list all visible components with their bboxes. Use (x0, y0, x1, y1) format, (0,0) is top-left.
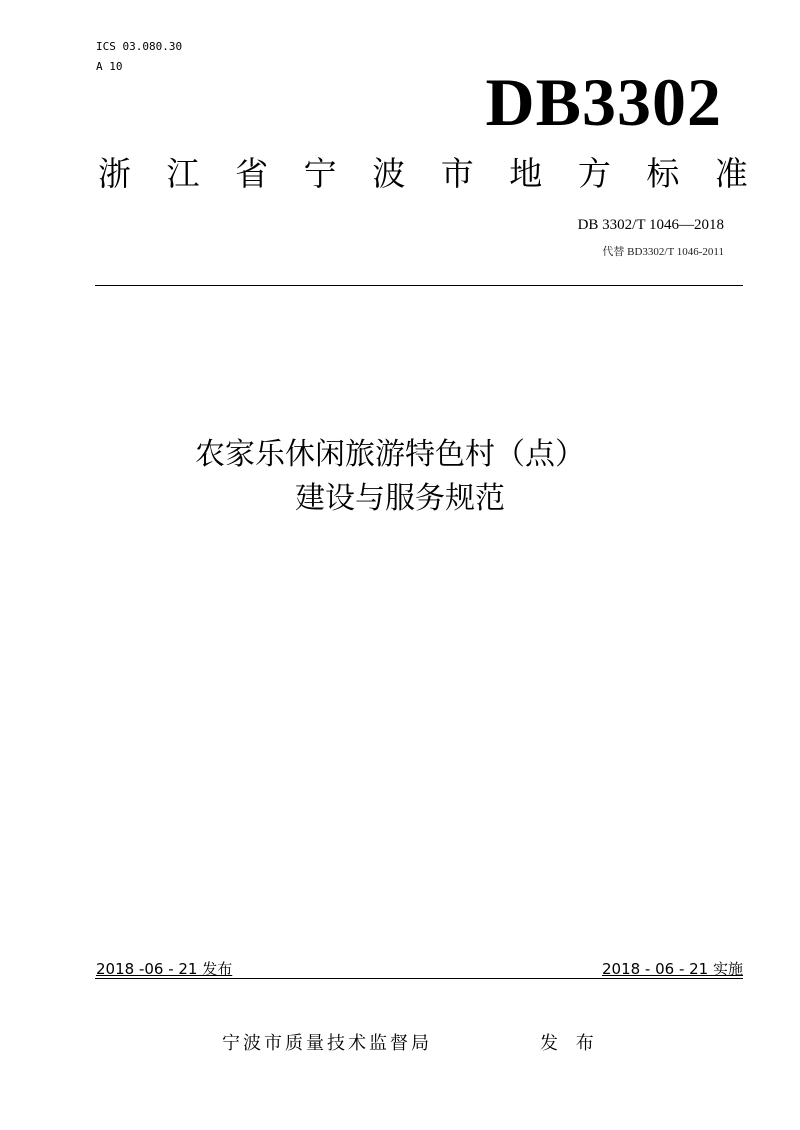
agency-char: 方 (577, 154, 611, 193)
issued-label: 发 布 (540, 1033, 600, 1054)
agency-char: 波 (372, 154, 406, 193)
footer-divider (95, 978, 743, 979)
header-divider (95, 285, 743, 286)
agency-char: 标 (646, 154, 680, 193)
issuing-authority: 宁波市质量技术监督局 (222, 1033, 432, 1054)
document-title-line-2: 建设与服务规范 (295, 481, 505, 516)
agency-char: 江 (166, 154, 200, 193)
ccs-code: A 10 (96, 60, 123, 73)
publish-date: 2018 -06 - 21 发布 (96, 960, 233, 978)
implement-date: 2018 - 06 - 21 实施 (601, 960, 743, 978)
agency-char: 市 (440, 154, 474, 193)
ics-code: ICS 03.080.30 (96, 40, 183, 53)
issuing-standard-type (98, 152, 748, 196)
replaces-note: 代替 BD3302/T 1046-2011 (602, 246, 724, 258)
agency-char: 宁 (303, 154, 337, 193)
standard-number: DB 3302/T 1046—2018 (577, 217, 724, 233)
agency-char: 浙 (98, 154, 131, 193)
document-title-line-1: 农家乐休闲旅游特色村（点） (195, 437, 585, 472)
agency-char: 准 (714, 154, 748, 193)
agency-char: 省 (235, 154, 269, 193)
agency-char: 地 (509, 154, 543, 193)
standard-code-heading: DB3302 (485, 64, 722, 140)
